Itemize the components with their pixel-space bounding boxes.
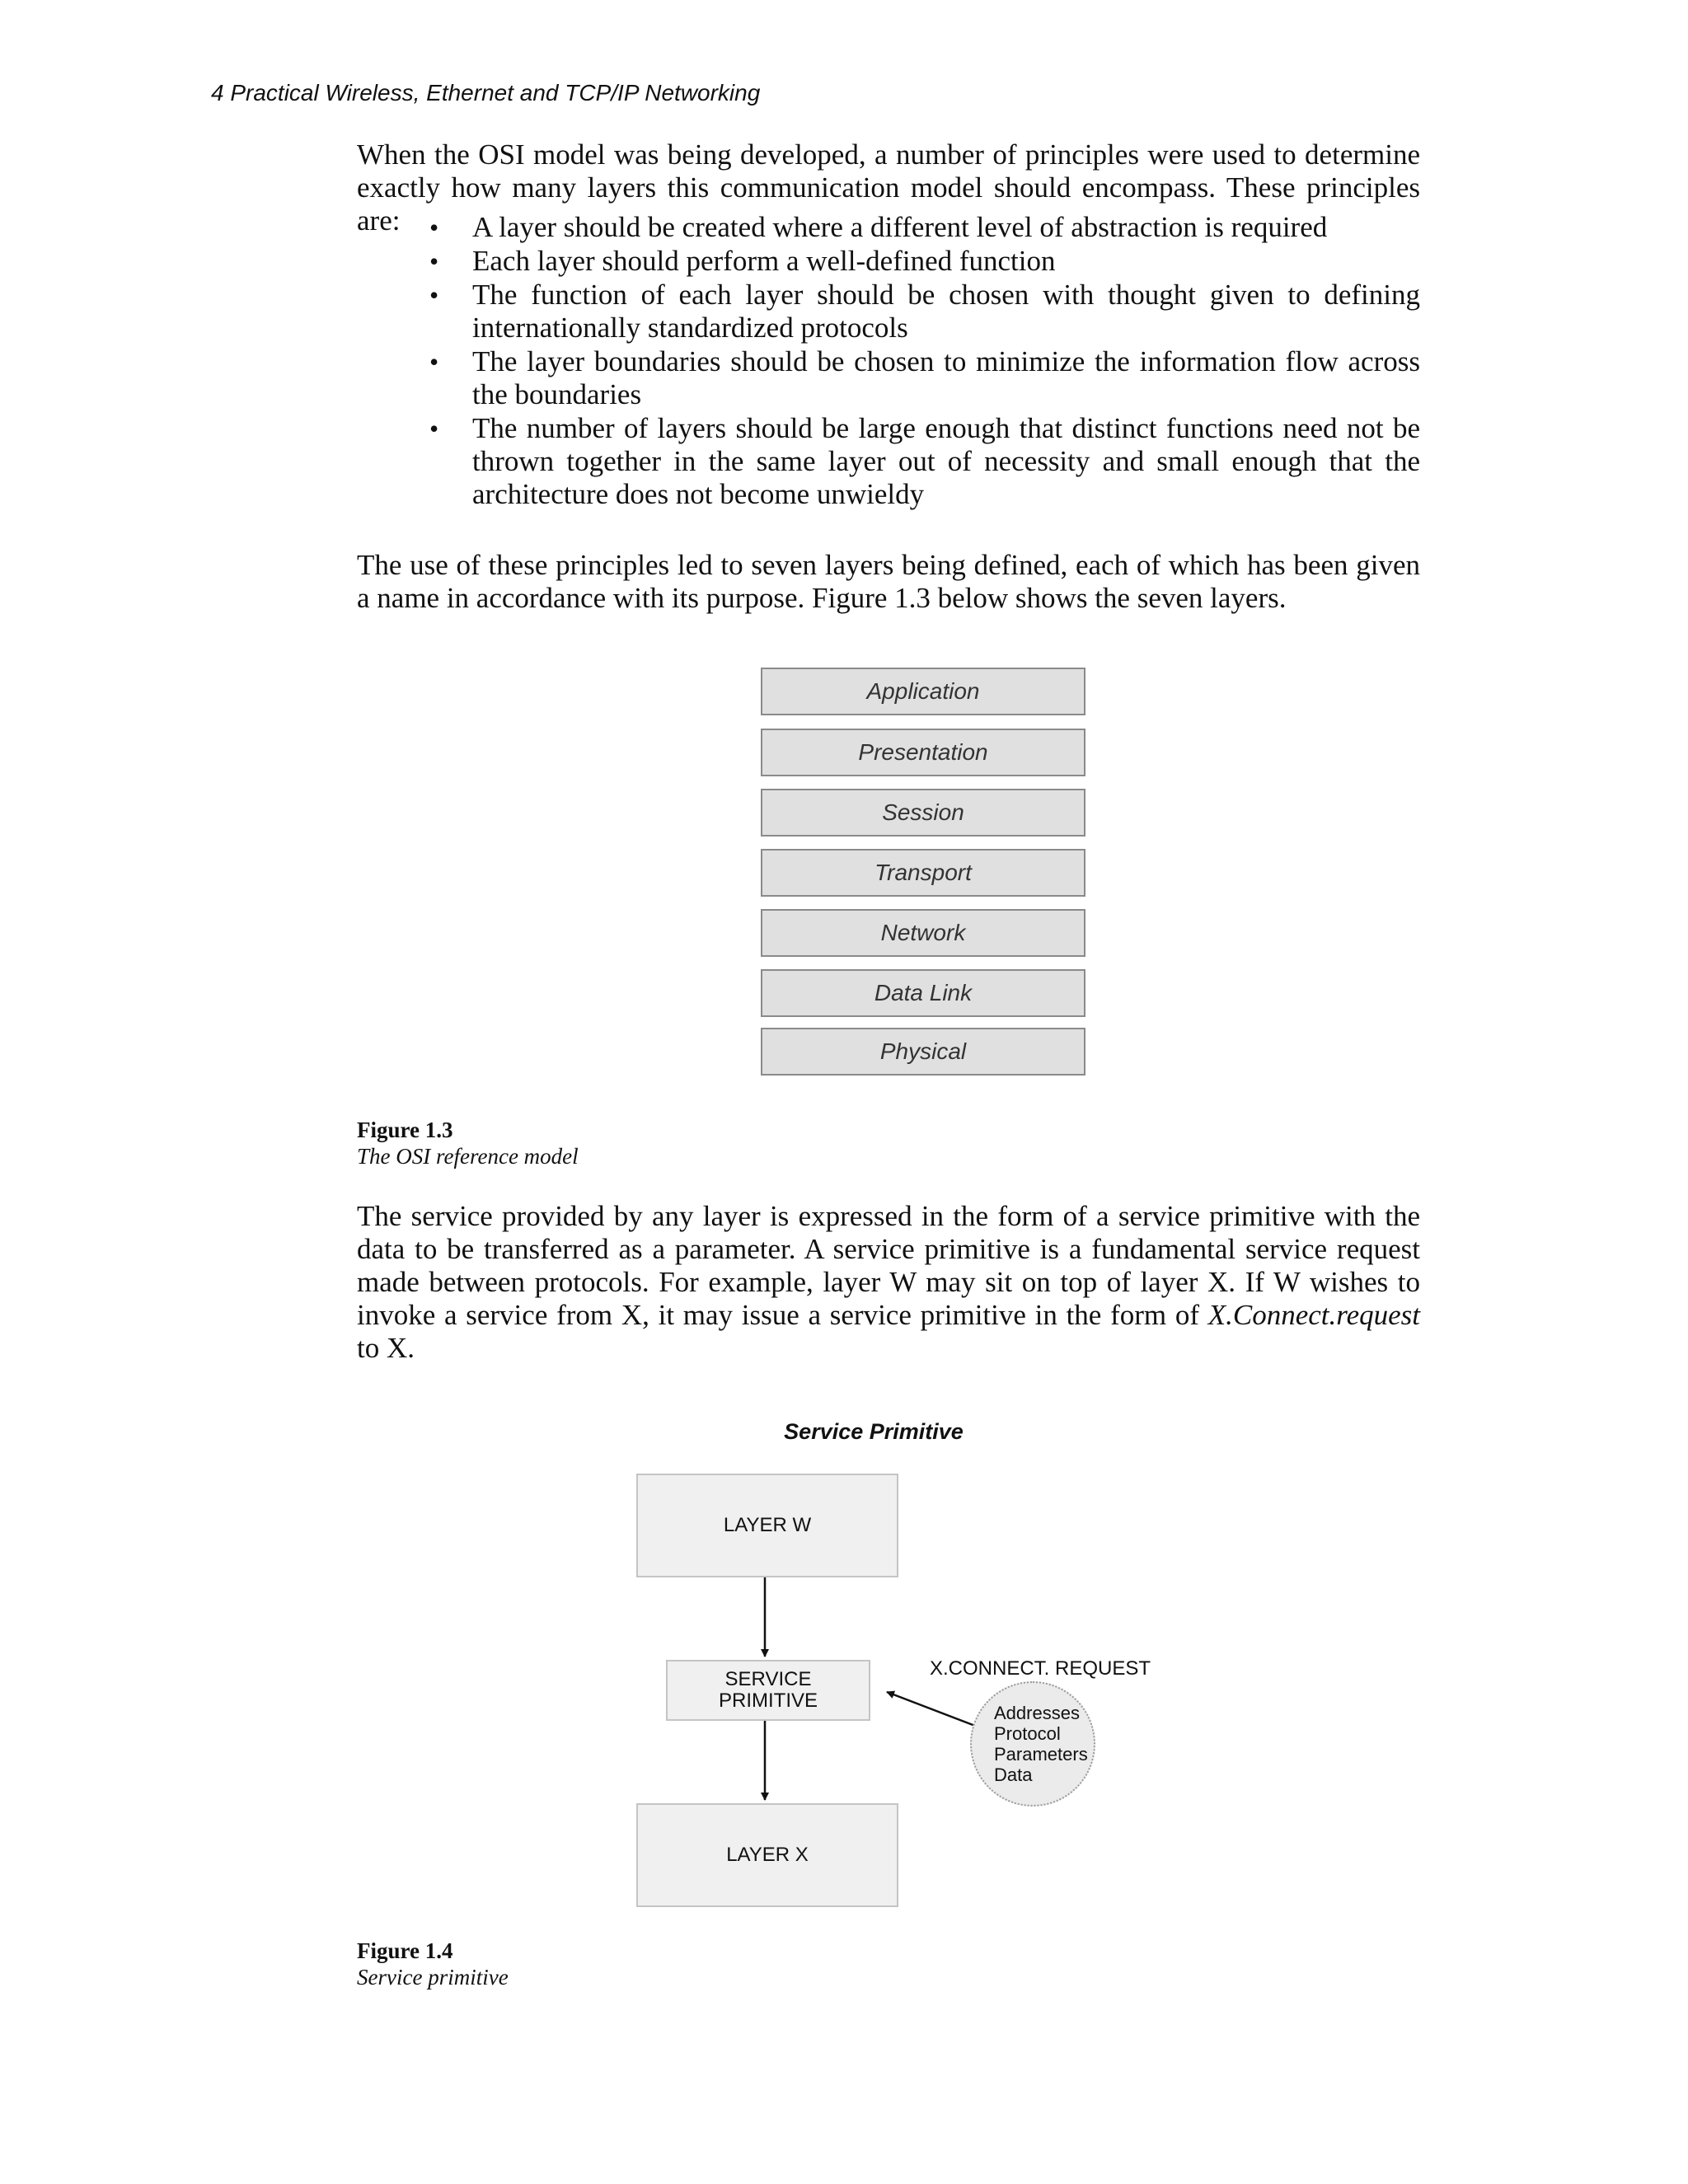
osi-layer-application: Application: [761, 668, 1085, 715]
service-primitive-line-2: PRIMITIVE: [718, 1690, 818, 1712]
request-contents-item: Parameters: [994, 1744, 1088, 1765]
request-contents-item: Protocol: [994, 1723, 1061, 1744]
bullet-icon: •: [429, 213, 439, 242]
list-item-text: The number of layers should be large enough that distinct functions need not be thrown together in the same layer out of necessity and small enough that the architecture does not become unwieldy: [472, 412, 1420, 510]
list-item-text: Each layer should perform a well-defined function: [472, 245, 1056, 277]
paragraph-text: The use of these principles led to seven layers being defined, each of which has been given a name in accordance with its purpose. Figure 1.3 below shows the seven layers.: [357, 549, 1420, 614]
figure-caption: Service primitive: [357, 1965, 509, 1990]
osi-layer-presentation: Presentation: [761, 729, 1085, 776]
figure-label: Figure 1.3: [357, 1118, 453, 1142]
request-label: X.CONNECT. REQUEST: [930, 1657, 1151, 1680]
paragraph-text-part: The service provided by any layer is expressed in the form of a service primitive with the data to be transferred as a parameter. A service primitive is a fundamental service request made between protocols. For example, layer W may sit on top of layer X. If W wishes to invoke a service from X, it may issue a service primitive in the form of: [357, 1200, 1420, 1331]
osi-layer-transport: Transport: [761, 849, 1085, 897]
bullet-icon: •: [429, 280, 439, 310]
osi-layer-physical: Physical: [761, 1028, 1085, 1076]
figure-label: Figure 1.4: [357, 1938, 453, 1963]
bullet-icon: •: [429, 246, 439, 276]
layer-w-label: LAYER W: [723, 1514, 812, 1536]
layer-x-label: LAYER X: [726, 1844, 809, 1866]
service-primitive-line-1: SERVICE: [724, 1668, 812, 1690]
list-item-text: A layer should be created where a different level of abstraction is required: [472, 211, 1328, 243]
list-item-text: The layer boundaries should be chosen to minimize the information flow across the boundaries: [472, 345, 1420, 410]
request-contents-item: Addresses: [994, 1703, 1080, 1723]
figure-caption: The OSI reference model: [357, 1144, 579, 1169]
osi-layer-network: Network: [761, 909, 1085, 957]
osi-layer-data-link: Data Link: [761, 969, 1085, 1017]
bullet-icon: •: [429, 347, 439, 377]
osi-layer-session: Session: [761, 789, 1085, 837]
intro-line-2: exactly how many layers this communication model should encompass. These principles are:: [357, 171, 1420, 237]
request-contents-list: [994, 1703, 1088, 1785]
paragraph-italic-term: X.Connect.request: [1207, 1299, 1420, 1331]
paragraph-text-part: to X.: [357, 1332, 415, 1364]
request-contents-item: Data: [994, 1765, 1033, 1785]
intro-line-1: When the OSI model was being developed, a number of principles were used to determine: [357, 138, 1420, 171]
arrow-request-to-primitive: [887, 1692, 975, 1726]
running-head: 4 Practical Wireless, Ethernet and TCP/IP Networking: [211, 80, 761, 105]
bullet-icon: •: [429, 414, 439, 443]
list-item-text: The function of each layer should be chosen with thought given to defining internationally standardized protocols: [472, 279, 1420, 344]
diagram-title: Service Primitive: [784, 1419, 964, 1444]
